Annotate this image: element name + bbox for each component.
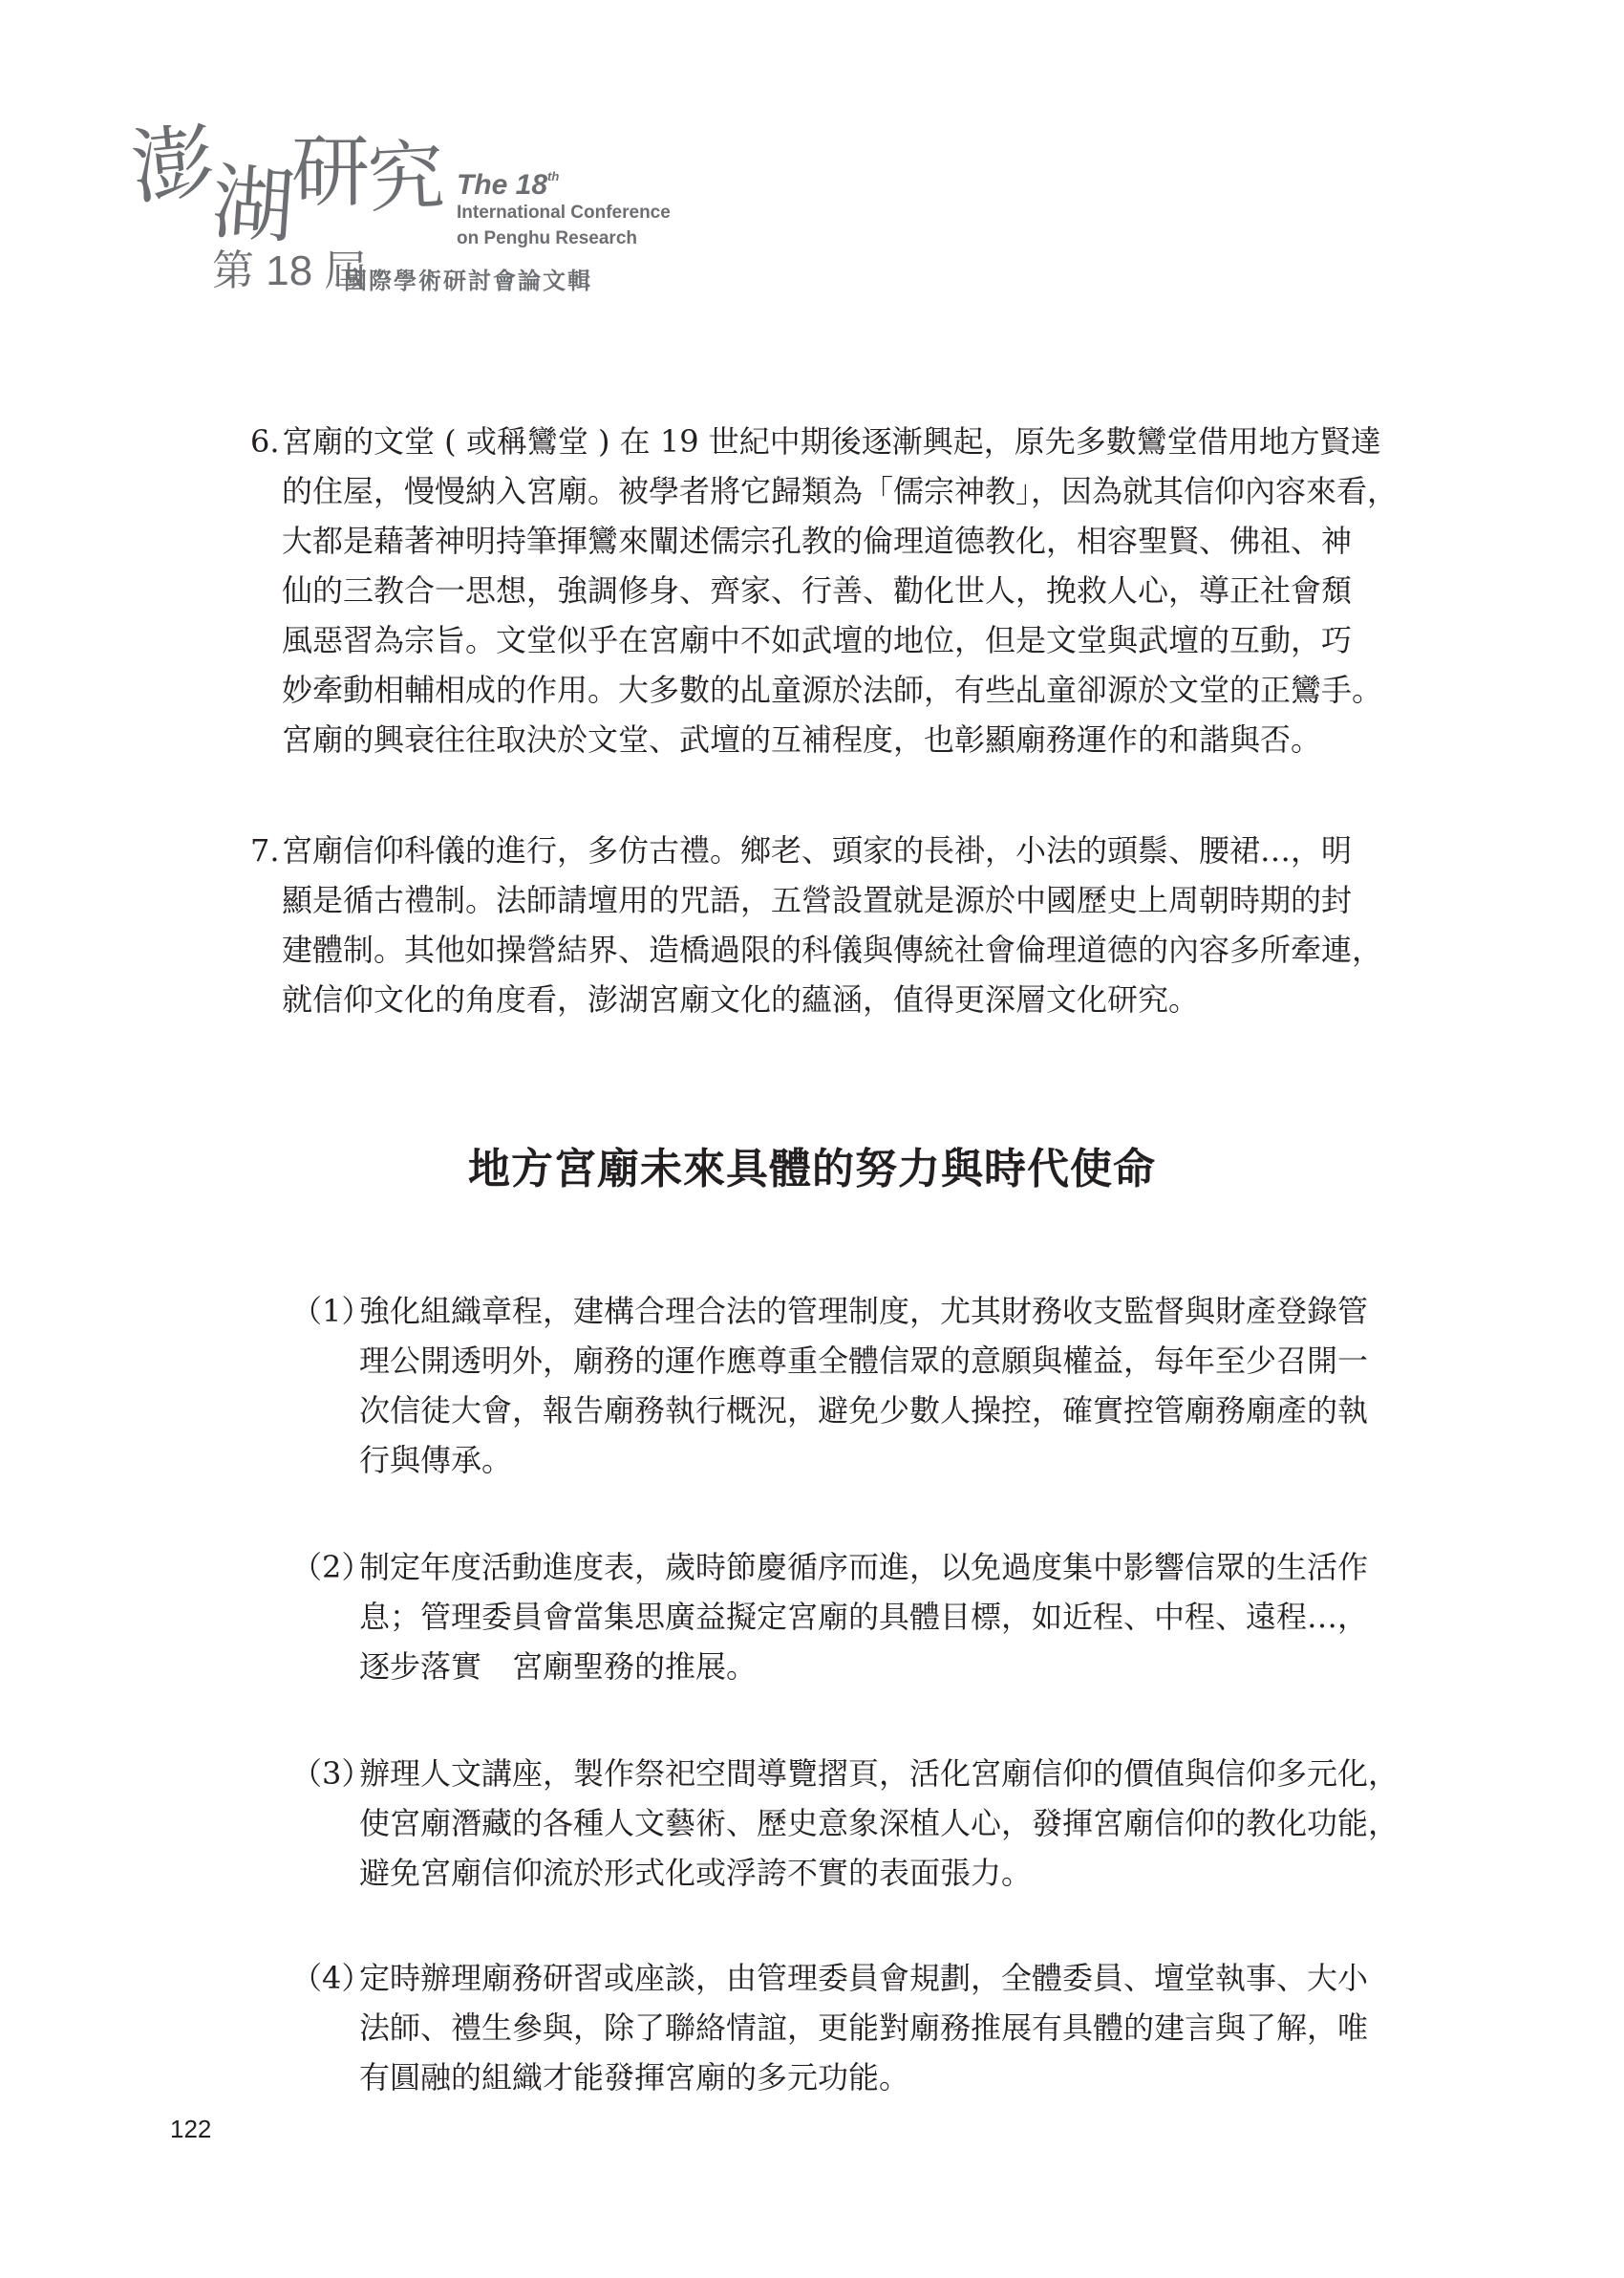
item-marker: （3） — [291, 1755, 373, 1792]
text-line: 定時辦理廟務研習或座談，由管理委員會規劃，全體委員、壇堂執事、大小 — [359, 1960, 1369, 1996]
text-line: 次信徒大會，報告廟務執行概況，避免少數人操控，確實控管廟務廟產的執 — [359, 1392, 1369, 1429]
item-marker: （2） — [291, 1549, 373, 1585]
item-marker: （1） — [291, 1293, 373, 1329]
text-line: 的住屋，慢慢納入宮廟。被學者將它歸類為「儒宗神教」，因為就其信仰內容來看， — [282, 473, 1399, 509]
text-line: 妙牽動相輔相成的作用。大多數的乩童源於法師，有些乩童卻源於文堂的正鸞手。 — [282, 672, 1383, 708]
list-item-1 — [291, 1286, 1444, 1485]
section-title: 地方宮廟未來具體的努力與時代使命 — [468, 1145, 1156, 1193]
text-line: 行與傳承。 — [359, 1442, 513, 1478]
list-item-3 — [291, 1749, 1444, 1898]
logo-char: 研 — [291, 127, 371, 218]
item-marker: （4） — [291, 1960, 373, 1996]
logo-char: 澎 — [127, 113, 219, 218]
paragraph-text — [282, 826, 1444, 1024]
text-line: 制定年度活動進度表，歲時節慶循序而進，以免過度集中影響信眾的生活作 — [359, 1549, 1369, 1585]
text-line: 宮廟的興衰往往取決於文堂、武壇的互補程度，也彰顯廟務運作的和諧與否。 — [282, 721, 1322, 758]
numbered-paragraph-7 — [250, 826, 1444, 1024]
paragraph-marker: 7. — [250, 832, 280, 869]
text-line: 強化組織章程，建構合理合法的管理制度，尤其財務收支監督與財產登錄管 — [359, 1293, 1369, 1329]
paragraph-marker: 6. — [250, 423, 280, 460]
item-text — [359, 1542, 1444, 1691]
text-line: 就信仰文化的角度看，澎湖宮廟文化的蘊涵，值得更深層文化研究。 — [282, 981, 1200, 1018]
text-line: 使宮廟潛藏的各種人文藝術、歷史意象深植人心，發揮宮廟信仰的教化功能， — [359, 1805, 1400, 1841]
text-line: 建體制。其他如操營結界、造橋過限的科儀與傳統社會倫理道德的內容多所牽連， — [282, 932, 1383, 968]
subtitle-label: 國際學術研討會論文輯 — [344, 269, 592, 294]
paragraph-text — [282, 417, 1444, 764]
english-line-2: International Conference — [457, 203, 671, 223]
text-line: 理公開透明外，廟務的運作應尊重全體信眾的意願與權益，每年至少召開一 — [359, 1343, 1369, 1379]
text-line: 宮廟的文堂 ( 或稱鸞堂 ) 在 19 世紀中期後逐漸興起，原先多數鸞堂借用地方賢達 — [282, 423, 1381, 460]
logo-char: 究 — [365, 130, 447, 225]
list-item-4 — [291, 1953, 1444, 2102]
text-line: 息；管理委員會當集思廣益擬定宮廟的具體目標，如近程、中程、遠程…， — [359, 1599, 1369, 1635]
item-text — [359, 1286, 1444, 1485]
logo-char: 湖 — [208, 155, 298, 256]
edition-label: 第 18 屆 — [212, 247, 367, 294]
page-number: 122 — [170, 2115, 212, 2143]
text-line: 大都是藉著神明持筆揮鸞來闡述儒宗孔教的倫理道德教化，相容聖賢、佛祖、神 — [282, 523, 1353, 559]
text-line: 法師、禮生參與，除了聯絡情誼，更能對廟務推展有具體的建言與了解，唯 — [359, 2009, 1369, 2046]
text-line: 宮廟信仰科儀的進行，多仿古禮。鄉老、頭家的長褂，小法的頭鬃、腰裙…，明 — [282, 832, 1353, 869]
numbered-paragraph-6 — [250, 417, 1444, 764]
list-item-2 — [291, 1542, 1444, 1691]
text-line: 辦理人文講座，製作祭祀空間導覽摺頁，活化宮廟信仰的價值與信仰多元化， — [359, 1755, 1400, 1792]
english-line-3: on Penghu Research — [457, 228, 637, 248]
text-line: 有圓融的組織才能發揮宮廟的多元功能。 — [359, 2059, 910, 2095]
text-line: 逐步落實 宮廟聖務的推展。 — [359, 1648, 758, 1685]
english-title — [457, 170, 559, 200]
text-line: 風惡習為宗旨。文堂似乎在宮廟中不如武壇的地位，但是文堂與武壇的互動，巧 — [282, 622, 1353, 658]
item-text — [359, 1953, 1444, 2102]
header-logo — [0, 0, 1624, 325]
text-line: 仙的三教合一思想，強調修身、齊家、行善、勸化世人，挽救人心，導正社會頹 — [282, 572, 1353, 609]
item-text — [359, 1749, 1444, 1898]
english-title-main: The 18 — [457, 169, 548, 201]
text-line: 避免宮廟信仰流於形式化或浮誇不實的表面張力。 — [359, 1855, 1033, 1891]
text-line: 顯是循古禮制。法師請壇用的咒語，五營設置就是源於中國歷史上周朝時期的封 — [282, 882, 1353, 918]
english-title-sup: th — [547, 169, 560, 183]
